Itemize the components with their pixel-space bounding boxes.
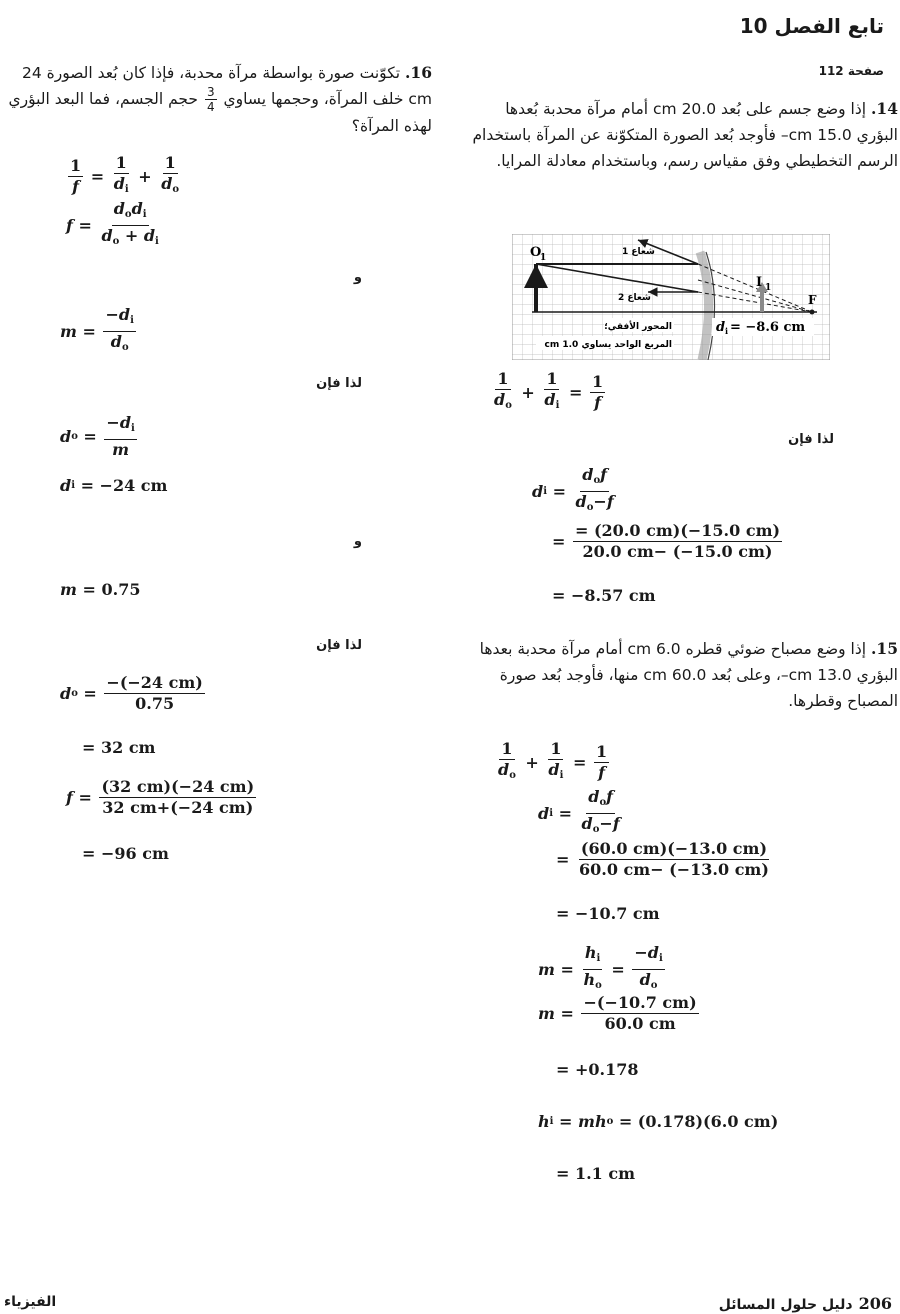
p15-den: 60.0 cm− (−13.0 cm) xyxy=(578,860,769,879)
p16-f-den: 32 cm+(−24 cm) xyxy=(102,798,254,817)
p16-so-2: لذا فإن xyxy=(316,638,362,653)
p14-di-substitution: = $\frac{= (20.0 cm)(-15.0 cm)}{20.0 cm- (-15.0 cm)}$ xyxy=(552,521,781,561)
ray-2-label: شعاع 2 xyxy=(618,293,651,303)
p15-magnification-formula: m = $\frac{h_i}{h_o}$ = $\frac{-d_i}{d_o}$ xyxy=(538,943,663,991)
three-quarters-fraction: $\frac{3}{4}$ xyxy=(206,85,215,114)
di-symbol: d xyxy=(716,320,726,335)
p15-m-den: 60.0 cm xyxy=(604,1014,676,1033)
problem-16-statement xyxy=(2,60,432,139)
p15-di-substitution: = $\frac{(60.0 cm)(-13.0 cm)}{60.0 cm- (-13.0 cm)}$ xyxy=(556,839,769,879)
problem-14-text: إذا وضع جسم على بُعد 20.0 cm أمام مرآة محدبة بُعدها البؤري 15.0 cm– فأوجد بُعد الصورة المتكوّنة عن المرآة باستخدام الرسم التخطيطي وفق مقياس رسم، وباستخدام معادلة المرايا. xyxy=(472,100,898,170)
p16-so-1: لذا فإن xyxy=(316,376,362,391)
p16-m-value: m = 0.75 xyxy=(60,580,141,599)
p16-di-value: d i = −24 cm xyxy=(60,476,168,495)
p15-di-formula: d i = $\frac{d_of}{d_o-f}$ xyxy=(538,787,620,835)
p14-result: = −8.57 cm xyxy=(552,586,656,605)
p15-magnification-substitution: m = $\frac{-(-10.7 cm)}{60.0 cm}$ xyxy=(538,993,697,1033)
footer-guide-title: دليل حلول المسائل xyxy=(718,1297,853,1313)
p16-do-result: = 32 cm xyxy=(82,738,156,757)
p16-do-formula: d o = $\frac{-d_i}{m}$ xyxy=(60,413,135,459)
p16-and-1: و xyxy=(353,270,362,285)
p15-di-result: = −10.7 cm xyxy=(556,904,660,923)
footer-subject: الفيزياء xyxy=(4,1294,57,1310)
p16-f-num: (32 cm)(−24 cm) xyxy=(101,777,255,796)
problem-15-number: 15. xyxy=(871,639,898,658)
object-label: O xyxy=(530,245,542,260)
svg-text:1: 1 xyxy=(765,283,772,293)
p15-hi-rhs: = (0.178)(6.0 cm) xyxy=(618,1112,779,1131)
ray-1-label: شعاع 1 xyxy=(622,247,655,257)
p15-m-num: −(−10.7 cm) xyxy=(583,993,697,1012)
p15-hi-formula: h i = m h o = (0.178)(6.0 cm) xyxy=(538,1112,779,1131)
problem-16-number: 16. xyxy=(405,63,432,82)
image-label: I xyxy=(756,275,763,290)
problem-14-statement xyxy=(466,96,898,174)
p14-num: = (20.0 cm)(−15.0 cm) xyxy=(574,521,781,540)
p16-do-substitution: d o = $\frac{-(-24 cm)}{0.75}$ xyxy=(60,673,203,713)
p16-do-den: 0.75 xyxy=(135,694,175,713)
p15-hi-result: = 1.1 cm xyxy=(556,1164,636,1183)
p14-mirror-equation: $\frac{1}{d_o}$ + $\frac{1}{d_i}$ = $\frac{1}{f}$ xyxy=(494,369,604,412)
focal-point xyxy=(810,310,815,315)
problem-15-statement xyxy=(466,636,898,714)
page-reference: صفحة 112 xyxy=(818,64,884,78)
p16-f-result: = −96 cm xyxy=(82,844,169,863)
p15-mirror-equation: $\frac{1}{d_o}$ + $\frac{1}{d_i}$ = $\frac{1}{f}$ xyxy=(498,739,608,782)
problem-15-text: إذا وضع مصباح ضوئي قطره 6.0 cm أمام مرآة محدبة بعدها البؤري 13.0 cm–، وعلى بُعد 60.0 cm منها، فأوجد بُعد صورة المصباح وقطرها. xyxy=(479,640,898,710)
p14-den: 20.0 cm− (−15.0 cm) xyxy=(582,542,773,561)
svg-text:i: i xyxy=(725,326,729,336)
p15-m-result: = +0.178 xyxy=(556,1060,639,1079)
di-value-label: = −8.6 cm xyxy=(730,320,806,335)
svg-text:1: 1 xyxy=(540,253,547,263)
scale-label: المربع الواحد يساوي 1.0 cm xyxy=(544,340,672,350)
p14-so-label: لذا فإن xyxy=(788,432,834,447)
p16-f-substitution: f = $\frac{(32 cm)(-24 cm)}{32 cm+(-24 cm)}$ xyxy=(66,777,255,817)
p16-do-num: −(−24 cm) xyxy=(106,673,203,692)
footer-page-number: 206 xyxy=(858,1294,892,1313)
footer-page-info xyxy=(719,1294,892,1313)
problem-16-text-b: حجم الجسم، فما البعد البؤري لهذه المرآة؟ xyxy=(8,90,432,135)
p15-num: (60.0 cm)(−13.0 cm) xyxy=(580,839,768,858)
problem-16-text-a: تكوّنت صورة بواسطة مرآة محدبة، فإذا كان بُعد الصورة 24 cm خلف المرآة، وحجمها يساوي xyxy=(21,64,432,108)
problem-14-number: 14. xyxy=(871,99,898,118)
p16-magnification-formula: m = $\frac{-d_i}{d_o}$ xyxy=(60,305,134,353)
p16-and-2: و xyxy=(353,534,362,549)
p16-f-formula: f = $\frac{d_od_i}{d_o + d_i}$ xyxy=(66,199,159,247)
p14-di-formula: d i = $\frac{d_of}{d_o-f}$ xyxy=(532,465,614,513)
chapter-title: تابع الفصل 10 xyxy=(739,14,884,38)
convex-mirror-ray-diagram xyxy=(512,234,830,360)
p16-mirror-equation: $\frac{1}{f}$ = $\frac{1}{d_i}$ + $\frac{1}{d_o}$ xyxy=(70,153,180,196)
axis-label: المحور الأفقي؛ xyxy=(604,322,672,332)
focus-label: F xyxy=(808,293,817,307)
